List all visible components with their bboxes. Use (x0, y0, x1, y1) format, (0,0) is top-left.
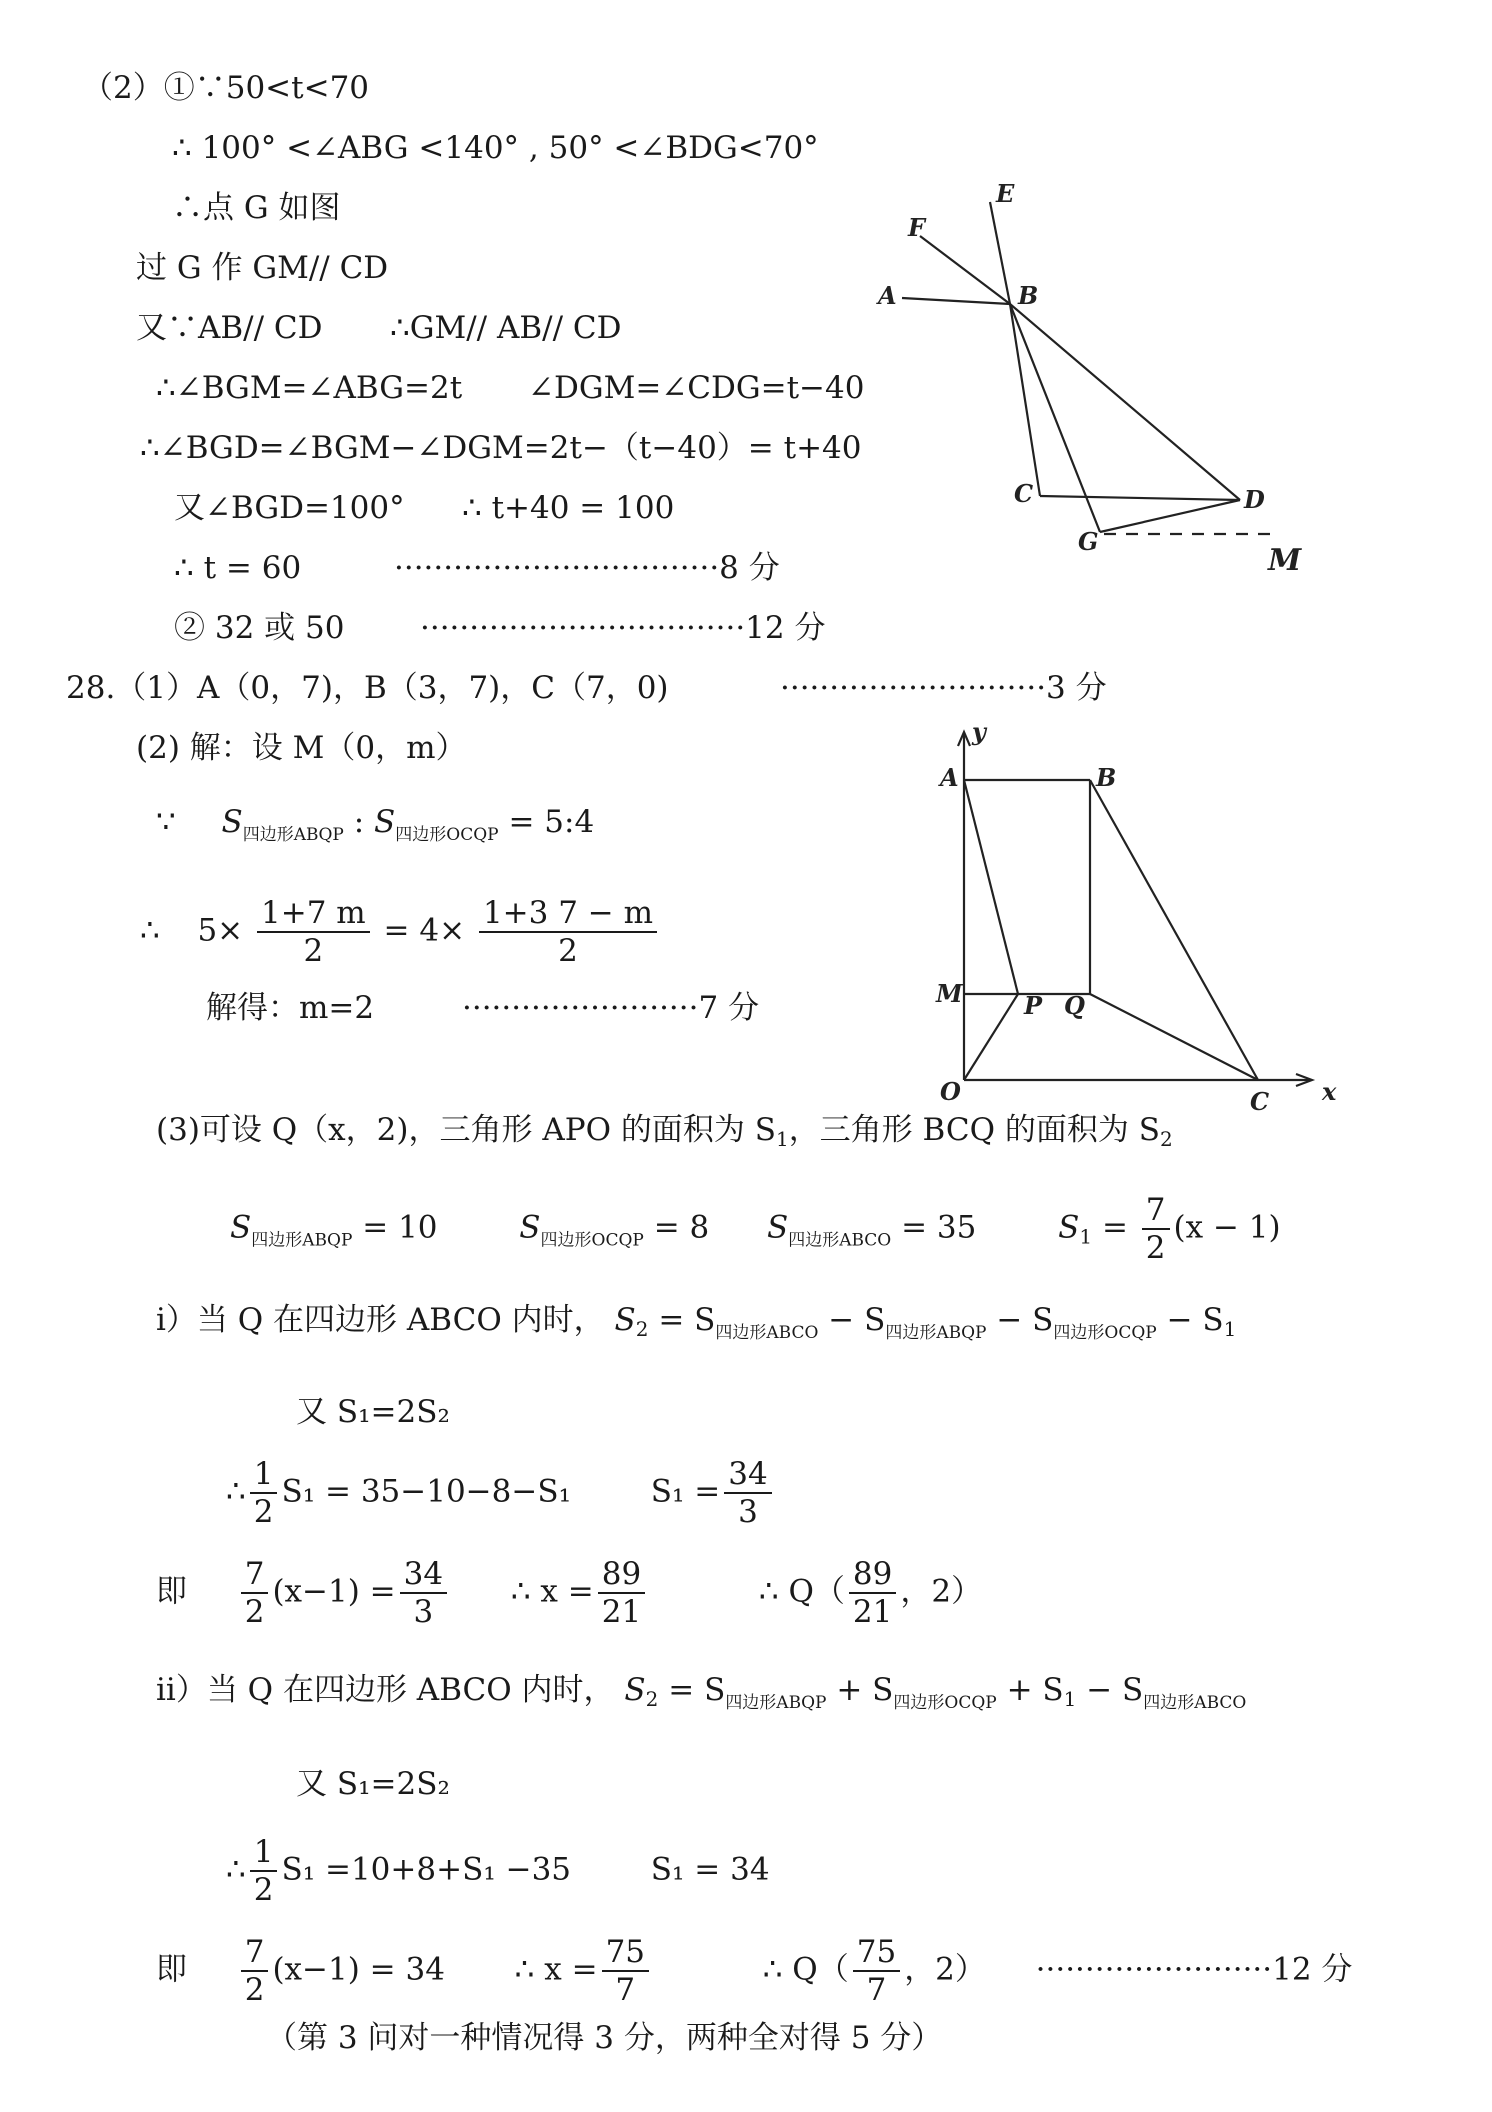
fraction (241, 1934, 269, 2008)
area-symbol: S (1058, 1209, 1080, 1246)
ray-be (990, 202, 1010, 304)
q28-part1: 28.（1）A（0，7)，B（3，7)，C（7，0) (66, 670, 669, 706)
label-p: P (1024, 991, 1043, 1020)
expression: + S (996, 1672, 1064, 1708)
expression: S₁ =10+8+S₁ −35 (281, 1851, 572, 1888)
fraction (602, 1934, 649, 2008)
step-line: ∴∠BGD=∠BGM−∠DGM=2t−（t−40）= t+40 (140, 430, 862, 466)
subscript: 1 (1063, 1687, 1077, 1711)
fraction-numerator: 34 (400, 1556, 447, 1594)
case-i-line (156, 1298, 1236, 1355)
solution-line: 解得：m=2 (206, 990, 375, 1026)
fraction-denominator: 3 (413, 1594, 434, 1630)
subscript: 1 (775, 1127, 789, 1151)
label-g: G (1078, 527, 1099, 556)
label-y: y (972, 720, 986, 746)
fraction-denominator: 21 (601, 1594, 642, 1630)
expression-tail: (x − 1) (1173, 1209, 1281, 1246)
step-line: ∴ t+40 = 100 (462, 490, 675, 526)
ji-text: 即 (156, 1573, 187, 1610)
fraction-denominator: 2 (558, 933, 578, 969)
fraction-denominator: 2 (253, 1872, 274, 1908)
case-i-equation (226, 1456, 776, 1530)
therefore-symbol: ∴ (226, 1851, 246, 1888)
segment-cd (1040, 496, 1240, 500)
case-i-result (156, 1556, 982, 1630)
step-line: 又∠BGD=100° (174, 490, 405, 526)
step-line: ∴∠BGM=∠ABG=2t (156, 370, 463, 406)
expression: − S (818, 1302, 886, 1338)
expression: ∴ x = (510, 1573, 594, 1610)
fraction (250, 1456, 278, 1530)
label-b: B (1096, 763, 1117, 792)
expression: + S (826, 1672, 894, 1708)
q28-part2-intro: (2) 解：设 M（0，m） (136, 730, 467, 766)
area-symbol: S (614, 1302, 636, 1338)
fraction-numerator: 1+3 7 − m (479, 895, 657, 933)
area-values (230, 1192, 1281, 1266)
area-subscript: 四边形ABQP (251, 1230, 353, 1251)
segment-bc (1010, 304, 1040, 496)
expression: S₁ = 35−10−8−S₁ (281, 1473, 572, 1510)
fraction (1142, 1192, 1170, 1266)
fraction-denominator: 3 (738, 1494, 758, 1530)
subscript: 2 (1159, 1127, 1173, 1151)
area-symbol: S (374, 804, 396, 840)
condition-line: 又 S₁=2S₂ (296, 1766, 450, 1802)
score-dots: ························12 分 (1035, 1951, 1353, 1988)
ratio-value: = 5:4 (508, 804, 595, 840)
area-subscript: 四边形ABCO (788, 1230, 892, 1251)
equation-middle: = 4× (383, 912, 466, 949)
expression: S₁ = 34 (650, 1851, 770, 1888)
case-ii-line (156, 1668, 1246, 1725)
fraction (849, 1556, 896, 1630)
fraction-numerator: 34 (724, 1456, 771, 1494)
fraction (598, 1556, 645, 1630)
fraction-denominator: 2 (244, 1594, 265, 1630)
area-subscript: 四边形ABQP (725, 1693, 827, 1713)
ratio-equation (156, 800, 594, 857)
step-line: ∴GM// AB// CD (390, 310, 622, 346)
case-text: i）当 Q 在四边形 ABCO 内时， (156, 1302, 605, 1338)
part3-intro (156, 1108, 1173, 1161)
area-subscript: 四边形OCQP (395, 825, 499, 845)
segment-bc (1090, 780, 1258, 1080)
score-dots: ·································12 分 (420, 610, 826, 646)
area-value: = 35 (891, 1209, 977, 1246)
step-line: 过 G 作 GM// CD (136, 250, 389, 286)
expression: ∴ x = (514, 1951, 598, 1988)
subscript: 1 (1223, 1317, 1237, 1341)
fraction-numerator: 1+7 m (257, 895, 370, 933)
area-symbol: S (519, 1209, 541, 1246)
step-line: ∴ 100° <∠ABG <140° , 50° <∠BDG<70° (172, 130, 819, 166)
segment-ab (902, 298, 1010, 304)
area-subscript: 四边形OCQP (1053, 1323, 1157, 1343)
label-b: B (1018, 281, 1039, 310)
part3-text: ，三角形 BCQ 的面积为 S (788, 1112, 1160, 1148)
step-line: ∴点 G 如图 (172, 190, 341, 226)
step-line: 又∵AB// CD (136, 310, 323, 346)
label-m: M (936, 979, 963, 1008)
fraction-denominator: 7 (615, 1972, 636, 2008)
fraction-denominator: 21 (852, 1594, 893, 1630)
label-m: M (1268, 543, 1302, 578)
segment-op (964, 994, 1018, 1080)
score-dots: ···························3 分 (780, 670, 1107, 706)
label-d: D (1244, 485, 1265, 514)
subscript: 2 (645, 1687, 659, 1711)
case-ii-equation (226, 1834, 770, 1908)
ray-bf (920, 236, 1010, 304)
expression: (x−1) = 34 (272, 1951, 445, 1988)
step-line: ∴ t = 60 (174, 550, 302, 586)
fraction (479, 895, 657, 969)
label-a: A (940, 763, 959, 792)
fraction-numerator: 75 (602, 1934, 649, 1972)
step-line: ∠DGM=∠CDG=t−40 (528, 370, 865, 406)
label-q: Q (1064, 991, 1085, 1020)
score-dots: ························7 分 (462, 990, 760, 1026)
fraction-numerator: 1 (250, 1834, 278, 1872)
label-f: F (908, 213, 926, 242)
fraction (250, 1834, 278, 1908)
case-text: ii）当 Q 在四边形 ABCO 内时， (156, 1672, 615, 1708)
fraction-denominator: 2 (303, 933, 324, 969)
therefore-symbol: ∴ (226, 1473, 246, 1510)
area-subscript: 四边形ABQP (885, 1323, 987, 1343)
segment-gd (1100, 500, 1240, 532)
condition-line: 又 S₁=2S₂ (296, 1394, 450, 1430)
segment-bd (1010, 304, 1240, 500)
fraction-denominator: 2 (253, 1494, 274, 1530)
label-e: E (996, 180, 1015, 208)
subscript: 2 (635, 1317, 649, 1341)
expression: − S (1156, 1302, 1224, 1338)
area-value: = 8 (643, 1209, 710, 1246)
fraction-numerator: 75 (853, 1934, 900, 1972)
therefore-symbol: ∴ (140, 912, 160, 949)
fraction-denominator: 2 (1145, 1230, 1166, 1266)
geometry-figure-1 (860, 180, 1340, 600)
label-a: A (878, 281, 897, 310)
area-subscript: 四边形ABQP (242, 825, 344, 845)
expression: (x−1) = (272, 1573, 396, 1610)
equals: = (1092, 1209, 1138, 1246)
equation-left: 5× (197, 912, 244, 949)
fraction (724, 1456, 771, 1530)
step-line: ② 32 或 50 (174, 610, 345, 646)
segment-ap (964, 780, 1018, 994)
area-subscript: 四边形ABCO (1143, 1693, 1247, 1713)
scoring-note: （第 3 问对一种情况得 3 分，两种全对得 5 分） (266, 2020, 943, 2056)
fraction-numerator: 89 (598, 1556, 645, 1594)
case-ii-result (156, 1934, 1352, 2008)
fraction-numerator: 7 (241, 1556, 269, 1594)
fraction-numerator: 7 (1142, 1192, 1170, 1230)
expression: = S (658, 1672, 726, 1708)
expression: = S (648, 1302, 716, 1338)
fraction (241, 1556, 269, 1630)
label-c: C (1014, 479, 1034, 508)
part3-text: (3)可设 Q（x，2)，三角形 APO 的面积为 S (156, 1112, 776, 1148)
area-subscript: 四边形OCQP (893, 1693, 997, 1713)
fraction-numerator: 89 (849, 1556, 896, 1594)
area-subscript: 四边形ABCO (715, 1323, 819, 1343)
area-symbol: S (230, 1209, 252, 1246)
expression: ，2） (900, 1573, 983, 1610)
fraction (853, 1934, 900, 2008)
fraction-denominator: 2 (244, 1972, 265, 2008)
label-c: C (1250, 1087, 1270, 1116)
area-symbol: S (221, 804, 243, 840)
score-dots: ·································8 分 (394, 550, 780, 586)
step-line: （2）①∵50<t<70 (82, 70, 370, 106)
fraction-numerator: 1 (250, 1456, 278, 1494)
area-subscript: 四边形OCQP (540, 1230, 644, 1251)
coordinate-figure-2 (930, 720, 1350, 1120)
because-symbol: ∵ (156, 804, 176, 840)
expression: − S (1076, 1672, 1144, 1708)
expression: ∴ Q（ (762, 1951, 849, 1988)
fraction-denominator: 7 (866, 1972, 887, 2008)
fraction-numerator: 7 (241, 1934, 269, 1972)
expression: ∴ Q（ (758, 1573, 845, 1610)
expression: − S (986, 1302, 1054, 1338)
expression: S₁ = (650, 1473, 721, 1510)
area-symbol: S (624, 1672, 646, 1708)
fraction (400, 1556, 447, 1630)
area-equation (140, 895, 661, 969)
fraction (257, 895, 370, 969)
expression: ，2） (904, 1951, 986, 1988)
label-x: x (1322, 1077, 1337, 1106)
area-symbol: S (766, 1209, 789, 1246)
ji-text: 即 (156, 1951, 187, 1988)
subscript: 1 (1079, 1224, 1093, 1249)
area-value: = 10 (352, 1209, 438, 1246)
label-o: O (940, 1077, 961, 1106)
colon: : (353, 804, 375, 840)
